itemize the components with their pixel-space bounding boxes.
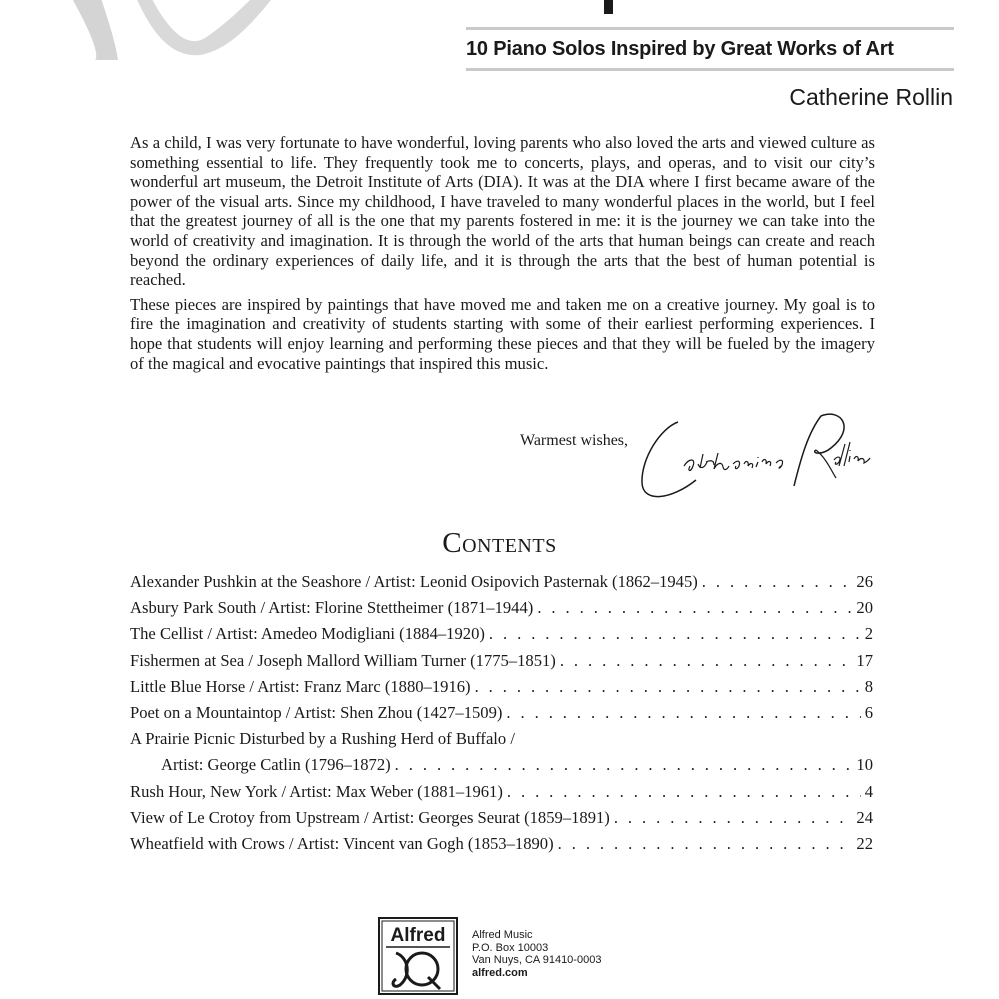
book-subtitle: 10 Piano Solos Inspired by Great Works of Art bbox=[466, 38, 894, 60]
toc-page-number: 8 bbox=[864, 676, 873, 696]
toc-page-number: 17 bbox=[856, 650, 873, 670]
leader-dots bbox=[537, 598, 852, 618]
leader-dots bbox=[558, 834, 853, 854]
toc-page-number: 24 bbox=[856, 807, 873, 827]
toc-entry[interactable] bbox=[130, 703, 873, 729]
toc-entry-title: Alexander Pushkin at the Seashore / Artist: Leonid Osipovich Pasternak (1862–1945) bbox=[130, 572, 698, 591]
contents-heading: Contents bbox=[442, 527, 557, 559]
toc-entry-title: A Prairie Picnic Disturbed by a Rushing Herd of Buffalo / bbox=[130, 729, 515, 749]
toc-entry-title: The Cellist / Artist: Amedeo Modigliani (1884–1920) bbox=[130, 624, 485, 644]
table-of-contents bbox=[130, 572, 873, 860]
author-name: Catherine Rollin bbox=[789, 84, 953, 110]
publisher-po-box: P.O. Box 10003 bbox=[472, 941, 549, 954]
title-letter-fragment bbox=[590, 0, 630, 14]
toc-entry-title: Fishermen at Sea / Joseph Mallord William Turner (1775–1851) bbox=[130, 650, 556, 670]
toc-page-number: 2 bbox=[864, 624, 873, 644]
toc-page-number: 10 bbox=[856, 755, 873, 775]
header-rule-top bbox=[466, 27, 954, 30]
toc-page-number: 20 bbox=[856, 598, 873, 618]
toc-entry-title: View of Le Crotoy from Upstream / Artist: Georges Seurat (1859–1891) bbox=[130, 807, 610, 827]
toc-entry-title: Wheatfield with Crows / Artist: Vincent van Gogh (1853–1890) bbox=[130, 833, 554, 853]
intro-paragraph: These pieces are inspired by paintings that have moved me and taken me on a creative journey. My goal is to fire the imagination and creativity of students starting with some of their earliest performing experiences. I hope that students will enjoy learning and performing these pieces and that they will be fueled by the imagery of the magical and evocative paintings that inspired this music. bbox=[130, 294, 875, 373]
publisher-website[interactable]: alfred.com bbox=[472, 966, 528, 979]
toc-entry-title: Little Blue Horse / Artist: Franz Marc (1880–1916) bbox=[130, 676, 471, 696]
toc-page-number: 6 bbox=[864, 702, 873, 722]
logo-wordmark: Alfred bbox=[390, 925, 446, 946]
leader-dots bbox=[614, 808, 853, 828]
publisher-name: Alfred Music bbox=[472, 929, 533, 941]
toc-entry-first-line[interactable] bbox=[130, 729, 873, 755]
alfred-logo bbox=[378, 917, 458, 995]
leader-dots bbox=[507, 782, 861, 802]
toc-entry-continuation[interactable] bbox=[130, 755, 873, 781]
toc-entry[interactable] bbox=[130, 782, 873, 808]
toc-page-number: 4 bbox=[864, 781, 873, 801]
toc-entry-title-continuation: Artist: George Catlin (1796–1872) bbox=[161, 755, 391, 775]
toc-page-number: 22 bbox=[856, 833, 873, 853]
toc-entry[interactable] bbox=[130, 677, 873, 703]
toc-entry[interactable] bbox=[130, 808, 873, 834]
introduction bbox=[130, 133, 875, 378]
author-signature bbox=[636, 408, 881, 504]
leader-dots bbox=[702, 572, 853, 592]
toc-entry-title: Poet on a Mountaintop / Artist: Shen Zhou (1427–1509) bbox=[130, 702, 503, 722]
closing-line: Warmest wishes, bbox=[520, 432, 629, 449]
publisher-address bbox=[472, 929, 601, 979]
toc-entry[interactable] bbox=[130, 598, 873, 624]
publisher-city: Van Nuys, CA 91410-0003 bbox=[472, 954, 602, 967]
decorative-title-lettering bbox=[0, 0, 300, 60]
toc-entry[interactable] bbox=[130, 651, 873, 677]
toc-entry[interactable] bbox=[130, 624, 873, 650]
leader-dots bbox=[560, 651, 853, 671]
leader-dots bbox=[506, 703, 860, 723]
toc-entry-title: Rush Hour, New York / Artist: Max Weber (1881–1961) bbox=[130, 781, 503, 801]
header-rule-bottom bbox=[466, 68, 954, 71]
toc-entry[interactable] bbox=[130, 572, 873, 598]
leader-dots bbox=[395, 755, 853, 775]
leader-dots bbox=[475, 677, 861, 697]
toc-page-number: 26 bbox=[856, 572, 873, 591]
leader-dots bbox=[489, 624, 861, 644]
toc-entry-title: Asbury Park South / Artist: Florine Stettheimer (1871–1944) bbox=[130, 598, 534, 618]
toc-entry[interactable] bbox=[130, 834, 873, 860]
intro-paragraph: As a child, I was very fortunate to have wonderful, loving parents who also loved the arts and viewed culture as something essential to life. They frequently took me to concerts, plays, and operas, and to visit our city’s wonderful art museum, the Detroit Institute of Arts (DIA). It was at the DIA where I first became aware of the power of the visual arts. Since my childhood, I have traveled to many wonderful places in the world, but I feel that the greatest journey of all is the one that my parents fostered in me: it is the journey we can take into the world of creativity and imagination. It is through the world of the arts that human beings can create and reach beyond the ordinary experiences of daily life, and it is through the arts that the best of human potential is reached. bbox=[130, 133, 875, 290]
